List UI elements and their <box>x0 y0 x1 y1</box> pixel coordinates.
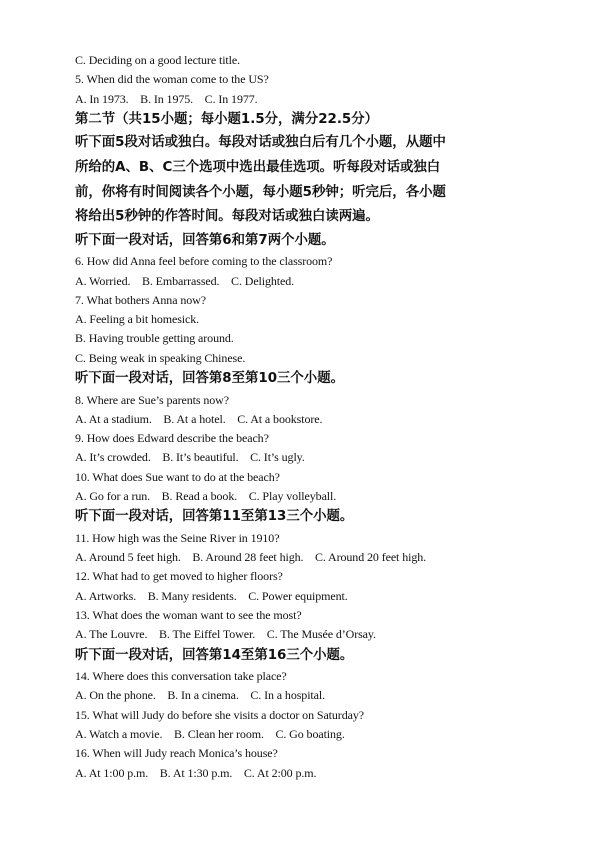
options-line: A. Go for a run. B. Read a book. C. Play volleyball. <box>75 489 337 504</box>
section-heading: 第二节（共15小题；每小题1.5分，满分22.5分） <box>75 111 379 127</box>
options-line: A. In 1973. B. In 1975. C. In 1977. <box>75 91 258 106</box>
exam-page <box>75 51 535 783</box>
dialogue-heading: 听下面一段对话，回答第14至第16三个小题。 <box>75 647 354 663</box>
question-line: 10. What does Sue want to do at the beach? <box>75 469 280 484</box>
instruction-line: 听下面5段对话或独白。每段对话或独白后有几个小题，从题中 <box>75 135 446 151</box>
question-line: 11. How high was the Seine River in 1910? <box>75 530 280 545</box>
question-line: 16. When will Judy reach Monica’s house? <box>75 746 278 761</box>
question-line: 13. What does the woman want to see the most? <box>75 608 302 623</box>
options-line: A. On the phone. B. In a cinema. C. In a hospital. <box>75 688 326 703</box>
question-line: 8. Where are Sue’s parents now? <box>75 392 229 407</box>
options-line: A. Artworks. B. Many residents. C. Power equipment. <box>75 588 348 603</box>
instruction-line: 所给的A、B、C三个选项中选出最佳选项。听每段对话或独白 <box>75 159 441 175</box>
option-line: B. Having trouble getting around. <box>75 331 234 346</box>
question-line: 5. When did the woman come to the US? <box>75 72 269 87</box>
options-line: A. The Louvre. B. The Eiffel Tower. C. The Musée d’Orsay. <box>75 627 376 642</box>
question-line: 12. What had to get moved to higher floors? <box>75 569 283 584</box>
dialogue-heading: 听下面一段对话，回答第11至第13三个小题。 <box>75 509 354 525</box>
question-line: 15. What will Judy do before she visits a doctor on Saturday? <box>75 707 364 722</box>
options-line: A. At a stadium. B. At a hotel. C. At a bookstore. <box>75 411 323 426</box>
options-line: A. Worried. B. Embarrassed. C. Delighted. <box>75 273 295 288</box>
option-line: C. Being weak in speaking Chinese. <box>75 350 246 365</box>
question-line: 7. What bothers Anna now? <box>75 292 206 307</box>
dialogue-heading: 听下面一段对话，回答第8至第10三个小题。 <box>75 371 344 387</box>
dialogue-heading: 听下面一段对话，回答第6和第7两个小题。 <box>75 232 335 248</box>
option-line: A. Feeling a bit homesick. <box>75 312 200 327</box>
question-line: 14. Where does this conversation take place? <box>75 669 287 684</box>
question-line: 9. How does Edward describe the beach? <box>75 431 269 446</box>
options-line: A. At 1:00 p.m. B. At 1:30 p.m. C. At 2:00 p.m. <box>75 765 317 780</box>
instruction-line: 前，你将有时间阅读各个小题，每小题5秒钟；听完后，各小题 <box>75 184 446 200</box>
options-line: A. It’s crowded. B. It’s beautiful. C. It’s ugly. <box>75 450 305 465</box>
options-line: A. Around 5 feet high. B. Around 28 feet high. C. Around 20 feet high. <box>75 550 427 565</box>
instruction-line: 将给出5秒钟的作答时间。每段对话或独白读两遍。 <box>75 209 379 225</box>
text-line: C. Deciding on a good lecture title. <box>75 53 241 67</box>
question-line: 6. How did Anna feel before coming to the classroom? <box>75 254 333 269</box>
options-line: A. Watch a movie. B. Clean her room. C. Go boating. <box>75 727 345 741</box>
